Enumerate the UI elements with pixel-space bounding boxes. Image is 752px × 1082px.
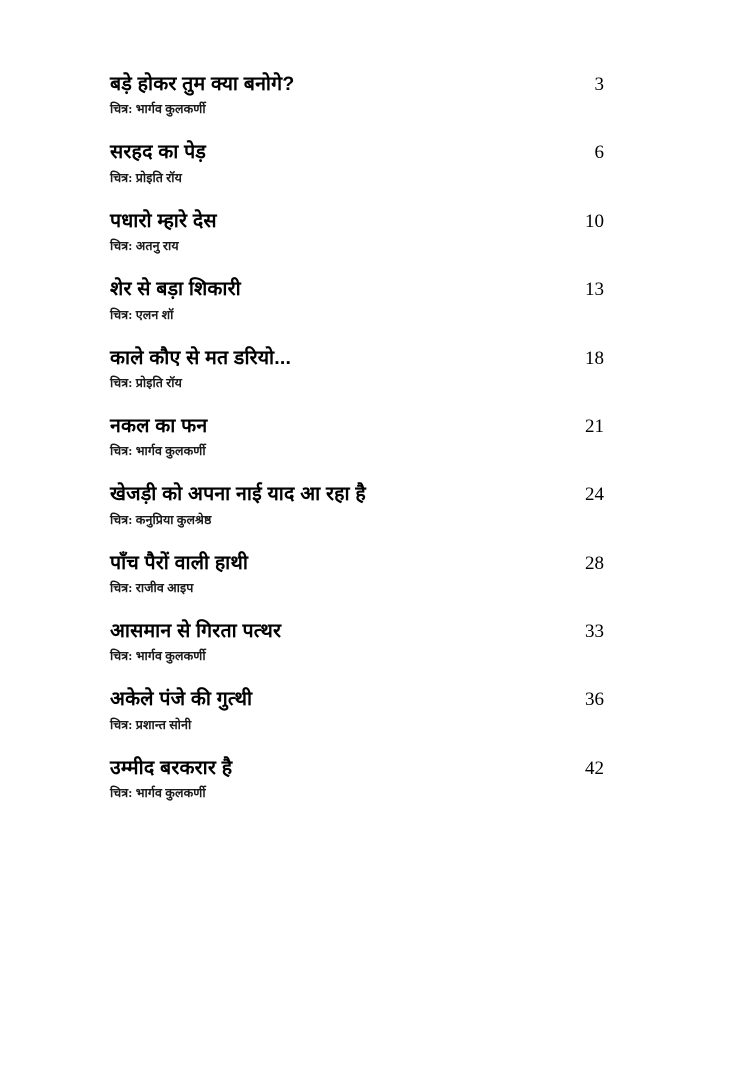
toc-entry[interactable]: [110, 414, 610, 459]
toc-entry-title[interactable]: आसमान से गिरता पत्थर: [110, 620, 282, 642]
toc-entry-page-number: 21: [585, 415, 604, 437]
toc-entry[interactable]: [110, 72, 610, 117]
toc-entry-page-number: 18: [585, 347, 604, 369]
toc-entry-illustrator-credit: चित्र: अतनु राय: [110, 239, 179, 254]
toc-entry[interactable]: [110, 346, 610, 391]
toc-entry-title[interactable]: उम्मीद बरकरार है: [110, 756, 233, 779]
toc-entry-row: [110, 209, 610, 233]
toc-entry-illustrator-credit: चित्र: प्रोइति रॉय: [110, 375, 182, 390]
toc-entry[interactable]: [110, 551, 610, 596]
toc-entry-row: [110, 414, 610, 438]
table-of-contents: [110, 72, 610, 824]
toc-entry-illustrator-credit: चित्र: प्रशान्त सोनी: [110, 717, 192, 732]
toc-entry-row: [110, 687, 610, 711]
toc-entry[interactable]: [110, 687, 610, 732]
toc-entry-title[interactable]: सरहद का पेड़: [110, 141, 207, 164]
toc-entry-row: [110, 72, 610, 96]
toc-entry-illustrator-credit: चित्र: भार्गव कुलकर्णी: [110, 102, 206, 117]
toc-entry[interactable]: [110, 619, 610, 664]
toc-entry-illustrator-credit: चित्र: कनुप्रिया कुलश्रेष्ठ: [110, 512, 212, 527]
toc-entry[interactable]: [110, 482, 610, 527]
toc-entry-page-number: 10: [585, 210, 604, 232]
toc-entry-row: [110, 277, 610, 301]
toc-entry[interactable]: [110, 277, 610, 322]
toc-entry-title[interactable]: बड़े होकर तुम क्या बनोगे?: [110, 73, 295, 95]
toc-entry-page-number: 36: [585, 689, 604, 711]
toc-entry-title[interactable]: काले कौए से मत डरियो...: [110, 346, 292, 369]
toc-entry-illustrator-credit: चित्र: राजीव आइप: [110, 581, 194, 595]
toc-entry-page-number: 6: [594, 142, 604, 164]
toc-entry-page-number: 13: [585, 279, 604, 301]
toc-entry-page-number: 3: [594, 74, 604, 95]
toc-entry-page-number: 33: [585, 621, 604, 642]
toc-entry-title[interactable]: पाँच पैरों वाली हाथी: [110, 551, 249, 574]
toc-entry-title[interactable]: नकल का फन: [110, 414, 208, 437]
toc-entry-illustrator-credit: चित्र: भार्गव कुलकर्णी: [110, 786, 206, 801]
toc-entry-row: [110, 346, 610, 370]
toc-entry-row: [110, 482, 610, 506]
toc-entry[interactable]: [110, 209, 610, 254]
toc-entry-row: [110, 551, 610, 575]
toc-entry-row: [110, 619, 610, 643]
toc-entry-title[interactable]: अकेले पंजे की गुत्थी: [110, 688, 253, 711]
toc-entry[interactable]: [110, 140, 610, 185]
toc-entry-title[interactable]: शेर से बड़ा शिकारी: [110, 278, 241, 301]
toc-entry-illustrator-credit: चित्र: भार्गव कुलकर्णी: [110, 649, 206, 664]
toc-entry-page-number: 42: [585, 757, 604, 779]
toc-entry-illustrator-credit: चित्र: एलन शॉ: [110, 307, 174, 322]
toc-entry-title[interactable]: पधारो म्हारे देस: [110, 209, 217, 232]
toc-entry[interactable]: [110, 756, 610, 801]
toc-entry-row: [110, 756, 610, 780]
toc-entry-illustrator-credit: चित्र: भार्गव कुलकर्णी: [110, 444, 206, 459]
toc-entry-page-number: 24: [585, 484, 604, 506]
toc-entry-page-number: 28: [585, 552, 604, 574]
toc-entry-illustrator-credit: चित्र: प्रोइति रॉय: [110, 170, 182, 185]
toc-entry-title[interactable]: खेजड़ी को अपना नाई याद आ रहा है: [110, 483, 366, 506]
toc-entry-row: [110, 140, 610, 164]
